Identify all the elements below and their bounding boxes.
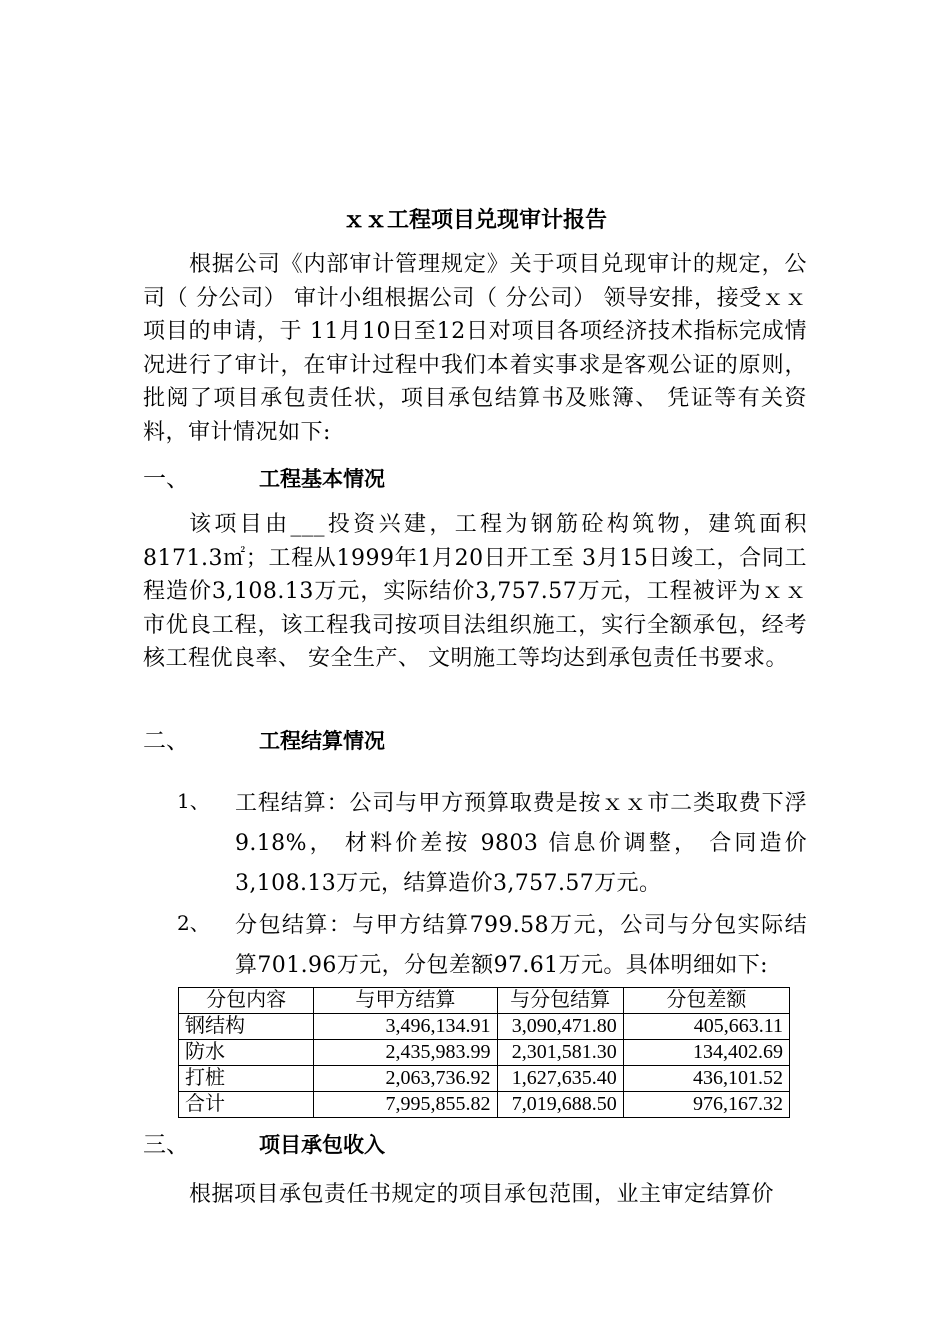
item-1-text: 工程结算：公司与甲方预算取费是按ｘｘ市二类取费下浮 9.18%， 材料价差按 9803 信息价调整， 合同造价3,108.13万元，结算造价3,757.57万元。: [235, 791, 807, 896]
table-header: 分包内容: [179, 988, 314, 1014]
table-cell: 3,090,471.80: [497, 1014, 623, 1040]
table-cell: 2,301,581.30: [497, 1040, 623, 1066]
section-1-number: 一、: [143, 466, 189, 492]
table-row: [179, 1040, 790, 1066]
section-1-heading: [143, 462, 807, 496]
section-2-number: 二、: [143, 728, 189, 754]
table-header-row: [179, 988, 790, 1014]
section-3-title: 项目承包收入: [259, 1133, 385, 1157]
table-cell: 405,663.11: [623, 1014, 789, 1040]
section-1-body: 该项目由___投资兴建，工程为钢筋砼构筑物，建筑面积8171.3㎡；工程从1999年1月20日开工至 3月15日竣工，合同工程造价3,108.13万元，实际结价3,757.57万元，工程被评为ｘｘ市优良工程，该工程我司按项目法组织施工，实行全额承包，经考核工程优良率、 安全生产、 文明施工等均达到承包责任书要求。: [143, 512, 807, 671]
item-2-number: 2、: [177, 911, 210, 935]
table-total-row: [179, 1092, 790, 1118]
table-cell: 打桩: [179, 1066, 314, 1092]
item-1-number: 1、: [177, 789, 210, 813]
table-row: [179, 1014, 790, 1040]
section-3-number: 三、: [143, 1132, 189, 1158]
table-cell: 7,995,855.82: [314, 1092, 497, 1118]
table-header: 分包差额: [623, 988, 789, 1014]
table-row: [179, 1066, 790, 1092]
table-cell: 钢结构: [179, 1014, 314, 1040]
table-cell: 1,627,635.40: [497, 1066, 623, 1092]
table-header: 与甲方结算: [314, 988, 497, 1014]
report-title: ｘｘ工程项目兑现审计报告: [342, 208, 607, 233]
section-1-title: 工程基本情况: [259, 467, 385, 491]
intro-paragraph: 根据公司《内部审计管理规定》关于项目兑现审计的规定，公司（ 分公司） 审计小组根据公司（ 分公司） 领导安排，接受ｘｘ项目的申请，于 11月10日至12日对项目各项经济技术指标完成情况进行了审计，在审计过程中我们本着实事求是客观公证的原则，批阅了项目承包责任状，项目承包结算书及账簿、 凭证等有关资料，审计情况如下:: [143, 252, 807, 445]
section-3-heading: [143, 1128, 807, 1162]
table-header: 与分包结算: [497, 988, 623, 1014]
table-cell: 3,496,134.91: [314, 1014, 497, 1040]
section-3-body: 根据项目承包责任书规定的项目承包范围，业主审定结算价: [189, 1182, 775, 1207]
table-cell: 2,435,983.99: [314, 1040, 497, 1066]
table-cell: 7,019,688.50: [497, 1092, 623, 1118]
section-2-title: 工程结算情况: [259, 729, 385, 753]
subcontract-table: [178, 987, 790, 1118]
table-cell: 134,402.69: [623, 1040, 789, 1066]
item-2-text: 分包结算：与甲方结算799.58万元，公司与分包实际结算701.96万元，分包差额97.61万元。具体明细如下:: [235, 913, 807, 978]
table-cell: 合计: [179, 1092, 314, 1118]
table-cell: 2,063,736.92: [314, 1066, 497, 1092]
table-cell: 436,101.52: [623, 1066, 789, 1092]
section-2-heading: [143, 724, 807, 758]
table-cell: 防水: [179, 1040, 314, 1066]
table-cell: 976,167.32: [623, 1092, 789, 1118]
